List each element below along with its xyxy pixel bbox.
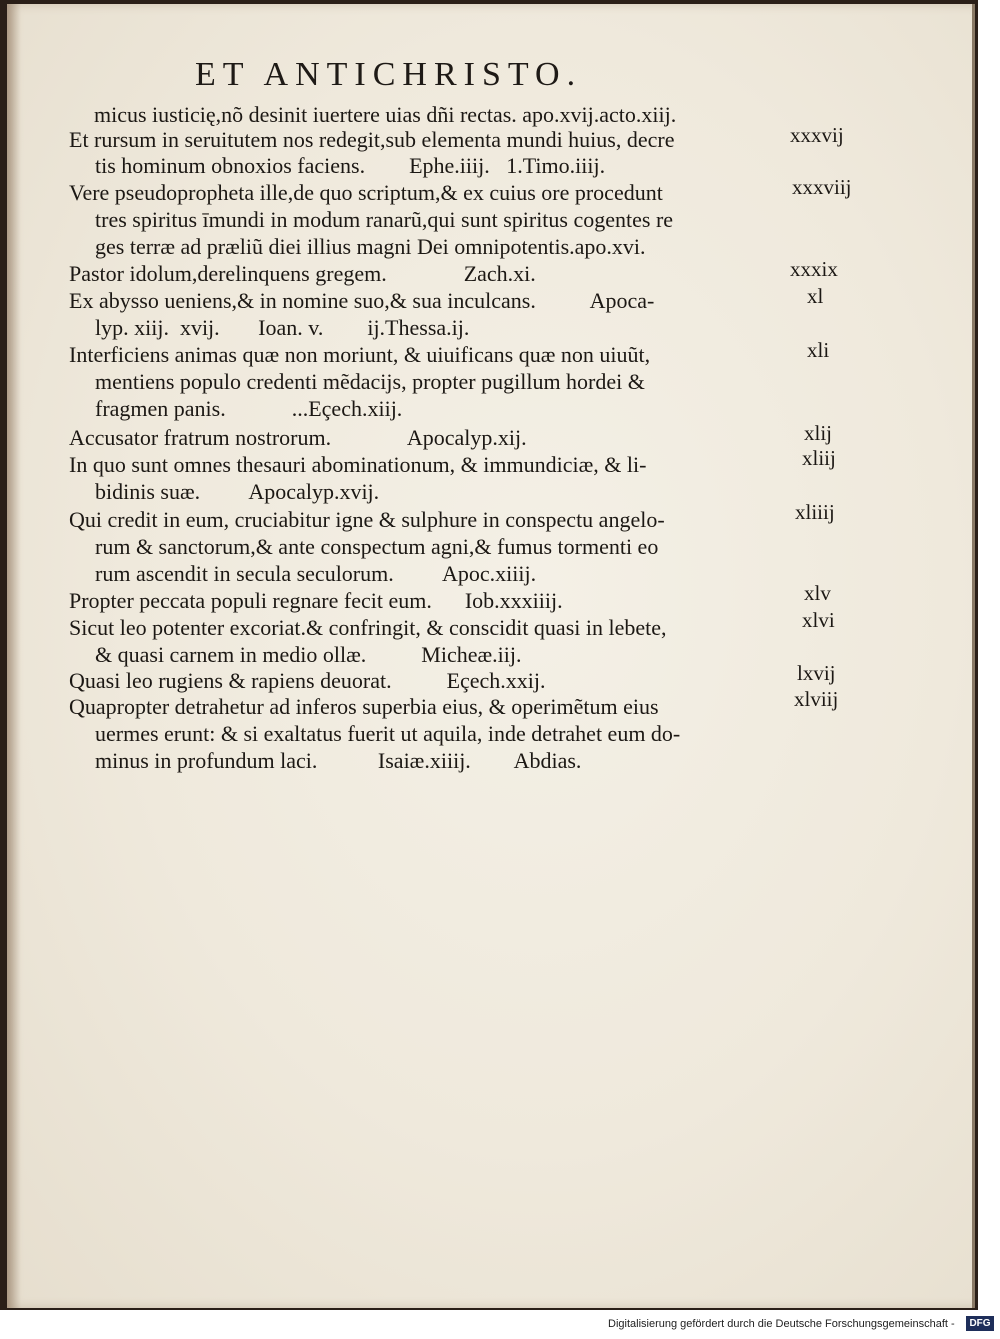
margin-number: xl	[807, 284, 824, 308]
text-line: fragmen panis. ...Eçech.xiij.	[95, 396, 403, 421]
text-line: Quapropter detrahetur ad inferos superbia eius, & operimẽtum eius	[69, 694, 659, 719]
text-line: Accusator fratrum nostrorum. Apocalyp.xij.	[69, 425, 527, 450]
text-line: rum & sanctorum,& ante conspectum agni,& fumus tormenti eo	[95, 534, 659, 559]
book-page	[7, 4, 975, 1308]
margin-number: xliiij	[795, 500, 835, 524]
text-line: Qui credit in eum, cruciabitur igne & sulphure in conspectu angelo-	[69, 507, 665, 532]
margin-number: xlij	[804, 421, 833, 445]
text-line: Pastor idolum,derelinquens gregem. Zach.xi.	[69, 261, 536, 286]
margin-number: xlv	[804, 581, 831, 605]
margin-number: xliij	[802, 446, 836, 470]
text-line: micus iusticię,nõ desinit iuertere uias dñi rectas. apo.xvij.acto.xiij.	[94, 102, 677, 127]
text-line: bidinis suæ. Apocalyp.xvij.	[95, 479, 380, 504]
text-line: minus in profundum laci. Isaiæ.xiiij. Abdias.	[95, 748, 582, 773]
margin-number: xli	[807, 338, 830, 362]
text-line: Et rursum in seruitutem nos redegit,sub elementa mundi huius, decre	[69, 127, 675, 152]
gutter-shadow	[7, 4, 21, 1308]
text-line: tis hominum obnoxios faciens. Ephe.iiij. 1.Timo.iiij.	[95, 153, 606, 178]
text-line: & quasi carnem in medio ollæ. Micheæ.iij.	[95, 642, 522, 667]
text-line: Quasi leo rugiens & rapiens deuorat. Eçech.xxij.	[69, 668, 546, 693]
text-line: Vere pseudopropheta ille,de quo scriptum,& ex cuius ore procedunt	[69, 180, 663, 205]
page-edge	[972, 4, 975, 1308]
text-line: Propter peccata populi regnare fecit eum. Iob.xxxiiij.	[69, 588, 563, 613]
margin-number: xxxvij	[790, 123, 844, 147]
margin-number: xlviij	[794, 687, 839, 711]
text-line: Sicut leo potenter excoriat.& confringit, & conscidit quasi in lebete,	[69, 615, 667, 640]
text-line: Ex abysso ueniens,& in nomine suo,& sua inculcans. Apoca-	[69, 288, 655, 313]
text-line: uermes erunt: & si exaltatus fuerit ut aquila, inde detrahet eum do-	[95, 721, 681, 746]
text-line: lyp. xiij. xvij. Ioan. v. ij.Thessa.ij.	[95, 315, 470, 340]
running-header: ET ANTICHRISTO.	[195, 56, 583, 93]
digitization-credit: Digitalisierung gefördert durch die Deutsche Forschungsgemeinschaft -	[608, 1318, 955, 1330]
margin-number: xlvi	[802, 608, 835, 632]
text-line: mentiens populo credenti mẽdacijs, propter pugillum hordei &	[95, 369, 645, 394]
margin-number: xxxviij	[792, 175, 852, 199]
text-line: In quo sunt omnes thesauri abominationum, & immundiciæ, & li-	[69, 452, 647, 477]
text-line: tres spiritus īmundi in modum ranarũ,qui sunt spiritus cogentes re	[95, 207, 674, 232]
text-line: rum ascendit in secula seculorum. Apoc.xiiij.	[95, 561, 537, 586]
dfg-logo: DFG	[966, 1316, 994, 1331]
margin-number: xxxix	[790, 257, 838, 281]
margin-number: lxvij	[797, 661, 836, 685]
text-line: ges terræ ad præliũ diei illius magni Dei omnipotentis.apo.xvi.	[95, 234, 646, 259]
text-line: Interficiens animas quæ non moriunt, & uiuificans quæ non uiuũt,	[69, 342, 651, 367]
